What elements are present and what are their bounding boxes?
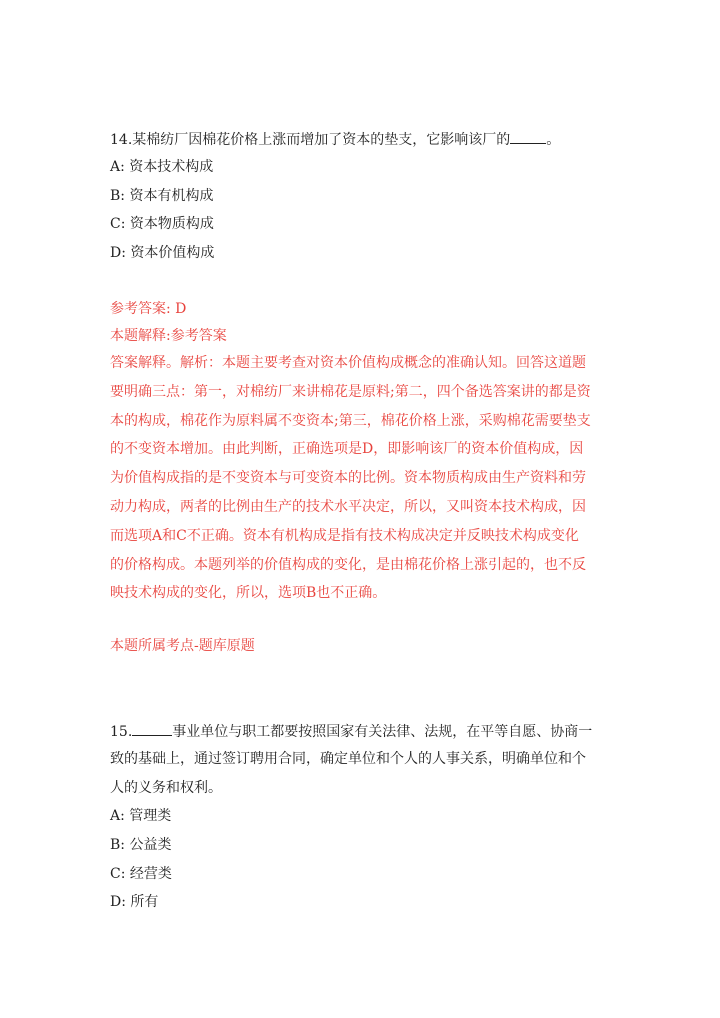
- explanation-line: 的不变资本增加。由此判断，正确选项是D，即影响该厂的资本价值构成，因: [110, 441, 584, 458]
- explanation-line: 本的构成，棉花作为原料属不变资本;第三，棉花价格上涨，采购棉花需要垫支: [110, 412, 591, 429]
- q15-stem-line3: 人的义务和权利。: [110, 780, 222, 796]
- q14-option-d: D: 资本价值构成: [110, 245, 215, 261]
- q15-stem-line1: [110, 721, 592, 741]
- explanation-line: 答案解释。解析：本题主要考查对资本价值构成概念的准确认知。回答这道题: [110, 355, 586, 371]
- q14-stem-end: 。: [546, 132, 561, 148]
- explanation-line: 要明确三点：第一，对棉纺厂来讲棉花是原料;第二，四个备选答案讲的都是资: [110, 383, 591, 400]
- q14-option-c: C: 资本物质构成: [110, 216, 214, 232]
- q14-stem-text: 14.某棉纺厂因棉花价格上涨而增加了资本的垫支，它影响该厂的: [110, 132, 511, 148]
- q15-option-d: D: 所有: [110, 894, 159, 910]
- q15-option-c: C: 经营类: [110, 866, 172, 882]
- explanation-line: 而选项A和C不正确。资本有机构成是指有技术构成决定并反映技术构成变化: [110, 527, 579, 544]
- q15-answer-blank: [132, 721, 172, 736]
- explanation-line: 映技术构成的变化，所以，选项B也不正确。: [110, 585, 387, 602]
- q14-option-a: A: 资本技术构成: [110, 159, 214, 175]
- explanation-line: 动力构成，两者的比例由生产的技术水平决定，所以，又叫资本技术构成，因: [110, 498, 586, 515]
- q14-stem: [110, 129, 560, 149]
- q14-answer-blank: [510, 129, 546, 144]
- q15-number: 15.: [110, 724, 133, 740]
- q15-stem-text: 事业单位与职工都要按照国家有关法律、法规，在平等自愿、协商一: [172, 724, 593, 740]
- explanation-line: 为价值构成指的是不变资本与可变资本的比例。资本物质构成由生产资料和劳: [110, 470, 586, 487]
- q14-explain-title: 本题解释:参考答案: [110, 328, 227, 344]
- q15-option-a: A: 管理类: [110, 808, 172, 824]
- explanation-line: 的价格构成。本题列举的价值构成的变化，是由棉花价格上涨引起的，也不反: [110, 556, 586, 573]
- q14-answer: 参考答案: D: [110, 301, 187, 317]
- q15-stem-line2: 致的基础上，通过签订聘用合同，确定单位和个人的人事关系，明确单位和个: [110, 751, 586, 767]
- q14-explanation: [110, 354, 620, 613]
- q14-topic: 本题所属考点-题库原题: [110, 638, 255, 654]
- q15-option-b: B: 公益类: [110, 837, 172, 853]
- q14-option-b: B: 资本有机构成: [110, 188, 214, 204]
